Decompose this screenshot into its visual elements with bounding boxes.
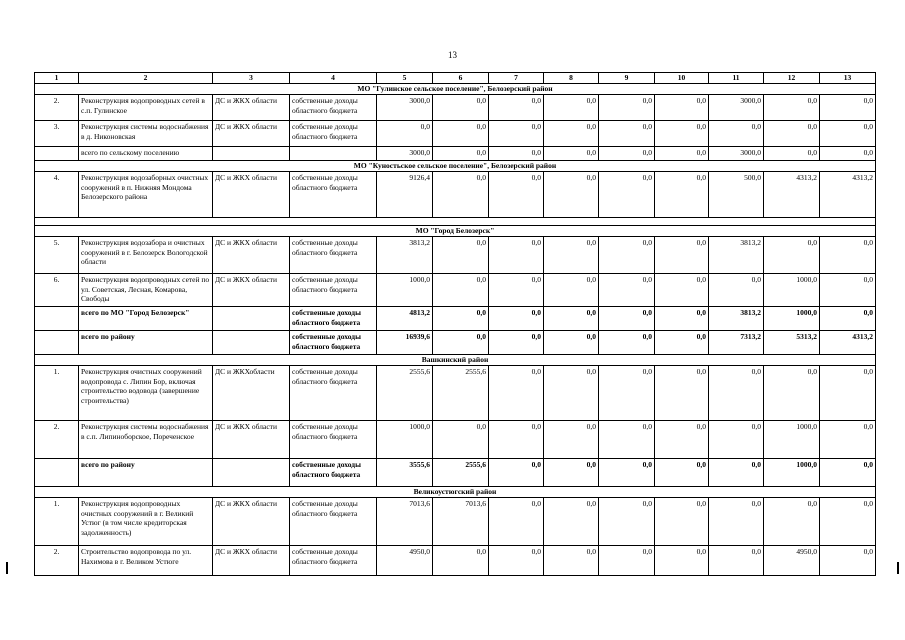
row-number-cell: 2. bbox=[35, 95, 79, 121]
row-number-cell: 5. bbox=[35, 237, 79, 274]
value-cell: 1000,0 bbox=[377, 274, 433, 307]
header-cell: 4 bbox=[290, 73, 377, 84]
funding-source-cell: собственные доходы областного бюджета bbox=[290, 121, 377, 147]
value-cell: 0,0 bbox=[489, 498, 544, 546]
value-cell: 0,0 bbox=[489, 459, 544, 487]
funding-source-cell: собственные доходы областного бюджета bbox=[290, 366, 377, 421]
header-cell: 2 bbox=[79, 73, 213, 84]
object-name-cell: Реконструкция системы водоснабжения в д. Никоновская bbox=[79, 121, 213, 147]
value-cell: 3000,0 bbox=[377, 147, 433, 161]
object-name-cell: всего по району bbox=[79, 331, 213, 355]
funding-source-cell: собственные доходы областного бюджета bbox=[290, 459, 377, 487]
value-cell: 7013,6 bbox=[377, 498, 433, 546]
value-cell: 3555,6 bbox=[377, 459, 433, 487]
value-cell: 3000,0 bbox=[709, 95, 764, 121]
object-name-cell: всего по району bbox=[79, 459, 213, 487]
funding-source-cell: собственные доходы областного бюджета bbox=[290, 498, 377, 546]
value-cell: 7013,6 bbox=[433, 498, 489, 546]
value-cell: 0,0 bbox=[599, 307, 655, 331]
value-cell: 0,0 bbox=[599, 498, 655, 546]
value-cell: 0,0 bbox=[599, 546, 655, 576]
object-name-cell: Реконструкция водозабора и очистных сооружений в г. Белозерск Вологодской области bbox=[79, 237, 213, 274]
value-cell: 0,0 bbox=[709, 121, 764, 147]
executor-cell bbox=[213, 331, 290, 355]
value-cell: 4950,0 bbox=[764, 546, 820, 576]
funding-source-cell: собственные доходы областного бюджета bbox=[290, 307, 377, 331]
value-cell: 0,0 bbox=[820, 366, 876, 421]
executor-cell: ДС и ЖКХобласти bbox=[213, 366, 290, 421]
table-row bbox=[35, 366, 876, 421]
section-title: Вашкинский район bbox=[35, 355, 876, 366]
page-number: 13 bbox=[448, 50, 457, 60]
value-cell: 0,0 bbox=[544, 307, 599, 331]
funding-source-cell: собственные доходы областного бюджета bbox=[290, 546, 377, 576]
value-cell: 1000,0 bbox=[764, 459, 820, 487]
value-cell: 3813,2 bbox=[377, 237, 433, 274]
table-row bbox=[35, 459, 876, 487]
value-cell: 4313,2 bbox=[820, 172, 876, 218]
value-cell: 3000,0 bbox=[377, 95, 433, 121]
value-cell: 0,0 bbox=[709, 421, 764, 459]
value-cell: 16939,6 bbox=[377, 331, 433, 355]
value-cell: 0,0 bbox=[820, 459, 876, 487]
value-cell: 0,0 bbox=[544, 274, 599, 307]
object-name-cell: Реконструкция водозаборных очистных сооружений в п. Нижняя Мондома Белозерского района bbox=[79, 172, 213, 218]
section-title: МО "Город Белозерск" bbox=[35, 226, 876, 237]
value-cell: 0,0 bbox=[820, 147, 876, 161]
executor-cell: ДС и ЖКХ области bbox=[213, 95, 290, 121]
value-cell: 1000,0 bbox=[377, 421, 433, 459]
value-cell: 0,0 bbox=[599, 147, 655, 161]
value-cell: 0,0 bbox=[544, 366, 599, 421]
table-row bbox=[35, 274, 876, 307]
value-cell: 0,0 bbox=[599, 172, 655, 218]
value-cell: 2555,6 bbox=[377, 366, 433, 421]
value-cell: 0,0 bbox=[489, 307, 544, 331]
value-cell: 0,0 bbox=[544, 546, 599, 576]
executor-cell bbox=[213, 147, 290, 161]
row-number-cell: 1. bbox=[35, 366, 79, 421]
object-name-cell: Реконструкция очистных сооружений водопровода с. Липин Бор, включая строительство водовода (завершение строительства) bbox=[79, 366, 213, 421]
table-row bbox=[35, 498, 876, 546]
value-cell: 4813,2 bbox=[377, 307, 433, 331]
funding-source-cell: собственные доходы областного бюджета bbox=[290, 95, 377, 121]
executor-cell: ДС и ЖКХ области bbox=[213, 421, 290, 459]
value-cell: 0,0 bbox=[655, 307, 709, 331]
value-cell: 0,0 bbox=[820, 307, 876, 331]
object-name-cell: Реконструкция водопроводных очистных сооружений в г. Великий Устюг (в том числе кредиторская задолженность) bbox=[79, 498, 213, 546]
value-cell: 0,0 bbox=[655, 237, 709, 274]
object-name-cell: Реконструкция системы водоснабжения в с.п. Липиноборское, Пореченское bbox=[79, 421, 213, 459]
value-cell: 0,0 bbox=[655, 366, 709, 421]
executor-cell: ДС и ЖКХ области bbox=[213, 498, 290, 546]
value-cell: 0,0 bbox=[820, 237, 876, 274]
value-cell: 0,0 bbox=[433, 95, 489, 121]
header-cell: 9 bbox=[599, 73, 655, 84]
value-cell: 0,0 bbox=[655, 546, 709, 576]
value-cell: 0,0 bbox=[489, 546, 544, 576]
value-cell: 0,0 bbox=[764, 147, 820, 161]
left-margin-mark bbox=[6, 562, 8, 574]
value-cell: 0,0 bbox=[655, 421, 709, 459]
value-cell: 0,0 bbox=[489, 274, 544, 307]
header-cell: 1 bbox=[35, 73, 79, 84]
value-cell: 0,0 bbox=[655, 459, 709, 487]
value-cell: 0,0 bbox=[544, 121, 599, 147]
value-cell: 0,0 bbox=[544, 237, 599, 274]
value-cell: 0,0 bbox=[544, 147, 599, 161]
value-cell: 0,0 bbox=[764, 121, 820, 147]
row-number-cell bbox=[35, 331, 79, 355]
funding-source-cell: собственные доходы областного бюджета bbox=[290, 172, 377, 218]
row-number-cell bbox=[35, 147, 79, 161]
object-name-cell: Реконструкция водопроводных сетей по ул. Советская, Лесная, Комарова, Свободы bbox=[79, 274, 213, 307]
header-cell: 5 bbox=[377, 73, 433, 84]
object-name-cell: всего по МО "Город Белозерск" bbox=[79, 307, 213, 331]
value-cell: 2555,6 bbox=[433, 366, 489, 421]
table-row bbox=[35, 121, 876, 147]
value-cell: 3813,2 bbox=[709, 237, 764, 274]
header-cell: 12 bbox=[764, 73, 820, 84]
value-cell: 0,0 bbox=[655, 121, 709, 147]
value-cell: 0,0 bbox=[655, 331, 709, 355]
table-row bbox=[35, 237, 876, 274]
table-row bbox=[35, 546, 876, 576]
value-cell: 3813,2 bbox=[709, 307, 764, 331]
table-row bbox=[35, 172, 876, 218]
value-cell: 0,0 bbox=[433, 172, 489, 218]
executor-cell: ДС и ЖКХ области bbox=[213, 546, 290, 576]
funding-source-cell: собственные доходы областного бюджета bbox=[290, 274, 377, 307]
executor-cell: ДС и ЖКХ области bbox=[213, 172, 290, 218]
value-cell: 0,0 bbox=[489, 331, 544, 355]
section-title: МО "Гулинское сельское поселение", Белозерский район bbox=[35, 84, 876, 95]
funding-source-cell bbox=[290, 147, 377, 161]
value-cell: 1000,0 bbox=[764, 274, 820, 307]
row-number-cell: 2. bbox=[35, 546, 79, 576]
funding-source-cell: собственные доходы областного бюджета bbox=[290, 421, 377, 459]
table-row bbox=[35, 331, 876, 355]
value-cell: 0,0 bbox=[764, 498, 820, 546]
header-cell: 7 bbox=[489, 73, 544, 84]
header-cell: 11 bbox=[709, 73, 764, 84]
value-cell: 0,0 bbox=[433, 307, 489, 331]
value-cell: 0,0 bbox=[489, 421, 544, 459]
value-cell: 0,0 bbox=[489, 147, 544, 161]
value-cell: 0,0 bbox=[544, 498, 599, 546]
row-number-cell bbox=[35, 459, 79, 487]
value-cell: 0,0 bbox=[433, 274, 489, 307]
row-number-cell: 4. bbox=[35, 172, 79, 218]
value-cell: 0,0 bbox=[820, 498, 876, 546]
table-row bbox=[35, 421, 876, 459]
value-cell: 0,0 bbox=[599, 459, 655, 487]
value-cell: 0,0 bbox=[433, 331, 489, 355]
value-cell: 9126,4 bbox=[377, 172, 433, 218]
section-row-gulinskoe bbox=[35, 84, 876, 95]
value-cell: 0,0 bbox=[544, 95, 599, 121]
value-cell: 0,0 bbox=[599, 95, 655, 121]
value-cell: 0,0 bbox=[433, 546, 489, 576]
section-title: Великоустюгский район bbox=[35, 487, 876, 498]
value-cell: 3000,0 bbox=[709, 147, 764, 161]
table-row bbox=[35, 147, 876, 161]
value-cell: 4950,0 bbox=[377, 546, 433, 576]
value-cell: 4313,2 bbox=[820, 331, 876, 355]
section-title: МО "Куностьское сельское поселение", Белозерский район bbox=[35, 161, 876, 172]
executor-cell: ДС и ЖКХ области bbox=[213, 237, 290, 274]
value-cell: 0,0 bbox=[655, 274, 709, 307]
executor-cell bbox=[213, 459, 290, 487]
executor-cell: ДС и ЖКХ области bbox=[213, 121, 290, 147]
value-cell: 0,0 bbox=[820, 121, 876, 147]
value-cell: 0,0 bbox=[433, 237, 489, 274]
value-cell: 0,0 bbox=[599, 121, 655, 147]
section-row-vashkinsky bbox=[35, 355, 876, 366]
value-cell: 0,0 bbox=[820, 274, 876, 307]
value-cell: 0,0 bbox=[709, 274, 764, 307]
executor-cell bbox=[213, 307, 290, 331]
value-cell: 0,0 bbox=[764, 366, 820, 421]
value-cell: 0,0 bbox=[544, 331, 599, 355]
value-cell: 0,0 bbox=[489, 172, 544, 218]
value-cell: 0,0 bbox=[433, 121, 489, 147]
row-number-cell: 3. bbox=[35, 121, 79, 147]
value-cell: 0,0 bbox=[599, 421, 655, 459]
value-cell: 2555,6 bbox=[433, 459, 489, 487]
value-cell: 0,0 bbox=[489, 366, 544, 421]
section-row-kunostskoe bbox=[35, 161, 876, 172]
budget-table bbox=[34, 72, 876, 576]
value-cell: 0,0 bbox=[764, 95, 820, 121]
value-cell: 0,0 bbox=[544, 459, 599, 487]
object-name-cell: Строительство водопровода по ул. Нахимова в г. Великом Устюге bbox=[79, 546, 213, 576]
value-cell: 0,0 bbox=[655, 498, 709, 546]
value-cell: 5313,2 bbox=[764, 331, 820, 355]
value-cell: 0,0 bbox=[544, 172, 599, 218]
funding-source-cell: собственные доходы областного бюджета bbox=[290, 331, 377, 355]
header-cell: 10 bbox=[655, 73, 709, 84]
value-cell: 0,0 bbox=[655, 147, 709, 161]
value-cell: 0,0 bbox=[655, 95, 709, 121]
value-cell: 0,0 bbox=[709, 459, 764, 487]
value-cell: 0,0 bbox=[433, 147, 489, 161]
value-cell: 0,0 bbox=[820, 95, 876, 121]
header-cell: 8 bbox=[544, 73, 599, 84]
value-cell: 0,0 bbox=[599, 331, 655, 355]
section-row-belozersk bbox=[35, 226, 876, 237]
value-cell: 0,0 bbox=[764, 237, 820, 274]
header-row bbox=[35, 73, 876, 84]
row-number-cell: 1. bbox=[35, 498, 79, 546]
object-name-cell: Реконструкция водопроводных сетей в с.п. Гулинское bbox=[79, 95, 213, 121]
value-cell: 0,0 bbox=[489, 121, 544, 147]
value-cell: 0,0 bbox=[489, 237, 544, 274]
value-cell: 7313,2 bbox=[709, 331, 764, 355]
value-cell: 1000,0 bbox=[764, 307, 820, 331]
value-cell: 0,0 bbox=[655, 172, 709, 218]
right-margin-mark bbox=[897, 562, 899, 574]
value-cell: 0,0 bbox=[820, 421, 876, 459]
table-row bbox=[35, 307, 876, 331]
section-row-velikoustyugsky bbox=[35, 487, 876, 498]
row-number-cell bbox=[35, 307, 79, 331]
row-number-cell: 6. bbox=[35, 274, 79, 307]
object-name-cell: всего по сельскому поселению bbox=[79, 147, 213, 161]
header-cell: 13 bbox=[820, 73, 876, 84]
section-row-blank bbox=[35, 218, 876, 226]
value-cell: 4313,2 bbox=[764, 172, 820, 218]
value-cell: 1000,0 bbox=[764, 421, 820, 459]
value-cell: 0,0 bbox=[709, 366, 764, 421]
table-row bbox=[35, 95, 876, 121]
row-number-cell: 2. bbox=[35, 421, 79, 459]
funding-source-cell: собственные доходы областного бюджета bbox=[290, 237, 377, 274]
value-cell: 0,0 bbox=[544, 421, 599, 459]
value-cell: 0,0 bbox=[599, 237, 655, 274]
value-cell: 0,0 bbox=[709, 498, 764, 546]
value-cell: 0,0 bbox=[709, 546, 764, 576]
value-cell: 0,0 bbox=[820, 546, 876, 576]
executor-cell: ДС и ЖКХ области bbox=[213, 274, 290, 307]
value-cell: 0,0 bbox=[599, 274, 655, 307]
value-cell: 0,0 bbox=[599, 366, 655, 421]
header-cell: 3 bbox=[213, 73, 290, 84]
value-cell: 0,0 bbox=[489, 95, 544, 121]
value-cell: 0,0 bbox=[377, 121, 433, 147]
value-cell: 0,0 bbox=[433, 421, 489, 459]
value-cell: 500,0 bbox=[709, 172, 764, 218]
header-cell: 6 bbox=[433, 73, 489, 84]
